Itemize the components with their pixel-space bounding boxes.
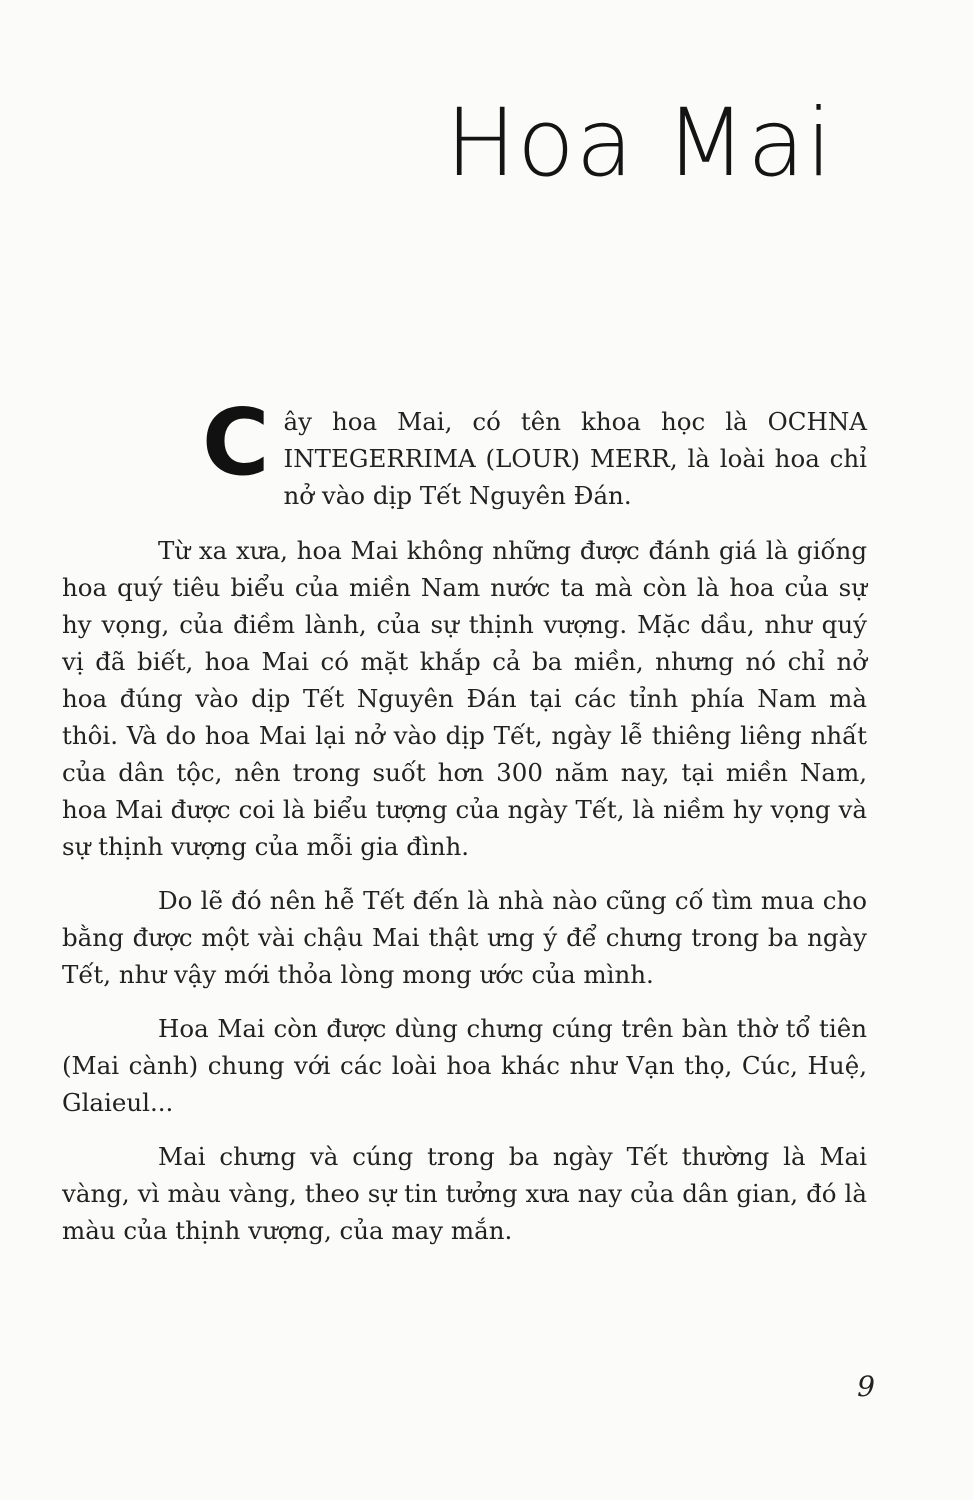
- drop-cap: C: [202, 389, 270, 496]
- page-number: 9: [857, 1370, 875, 1403]
- paragraph-4: Hoa Mai còn được dùng chưng cúng trên bàn thờ tổ tiên (Mai cành) chung với các loài hoa khác như Vạn thọ, Cúc, Huệ, Glaieul...: [62, 1014, 867, 1117]
- paragraph-2: Từ xa xưa, hoa Mai không những được đánh giá là giống hoa quý tiêu biểu của miền Nam nước ta mà còn là hoa của sự hy vọng, của điềm lành, của sự thịnh vượng. Mặc dầu, như quý vị đã biết, hoa Mai có mặt khắp cả ba miền, nhưng nó chỉ nở hoa đúng vào dịp Tết Nguyên Đán tại các tỉnh phía Nam mà thôi. Và do hoa Mai lại nở vào dịp Tết, ngày lễ thiêng liêng nhất của dân tộc, nên trong suốt hơn 300 năm nay, tại miền Nam, hoa Mai được coi là biểu tượng của ngày Tết, là niềm hy vọng và sự thịnh vượng của mỗi gia đình.: [62, 536, 867, 861]
- paragraph-1: [62, 389, 867, 514]
- body-text: [62, 389, 867, 1266]
- paragraph-3: Do lẽ đó nên hễ Tết đến là nhà nào cũng cố tìm mua cho bằng được một vài chậu Mai thật ưng ý để chưng trong ba ngày Tết, như vậy mới thỏa lòng mong ước của mình.: [62, 886, 867, 989]
- chapter-title: Hoa Mai: [445, 89, 833, 198]
- paragraph-5: Mai chưng và cúng trong ba ngày Tết thường là Mai vàng, vì màu vàng, theo sự tin tưởng xưa nay của dân gian, đó là màu của thịnh vượng, của may mắn.: [62, 1142, 867, 1245]
- paragraph-1-text: ây hoa Mai, có tên khoa học là OCHNA INTEGERRIMA (LOUR) MERR, là loài hoa chỉ nở vào dịp Tết Nguyên Đán.: [283, 407, 867, 510]
